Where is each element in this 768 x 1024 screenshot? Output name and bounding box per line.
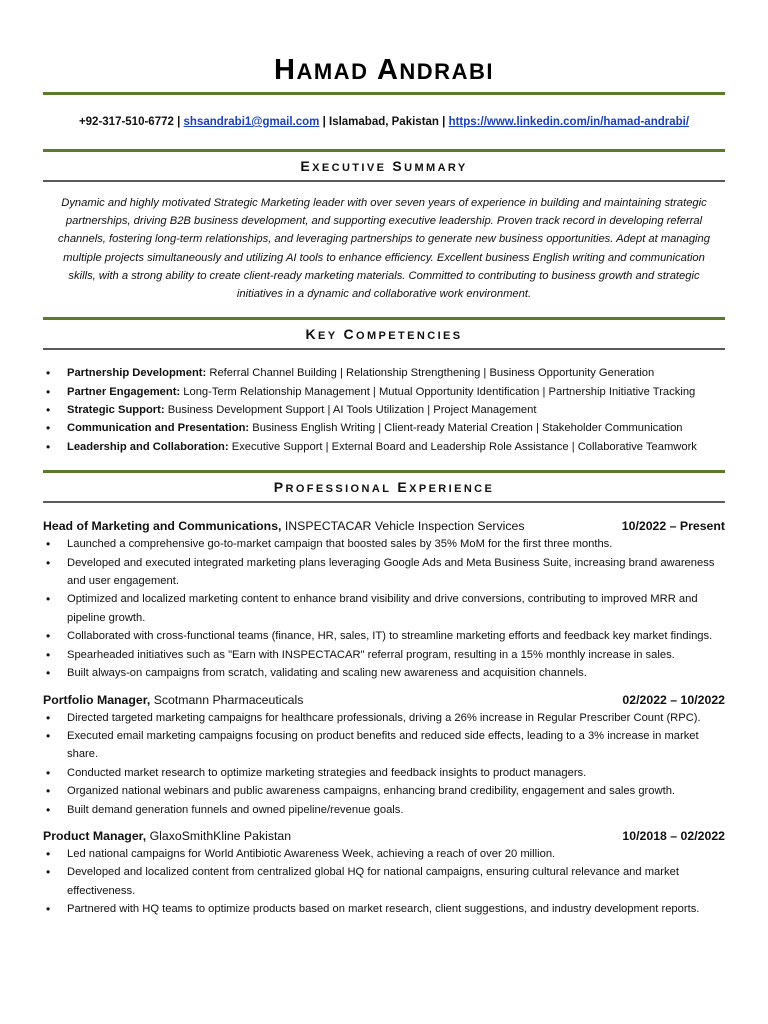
job-dates: 02/2022 – 10/2022 <box>622 692 725 707</box>
competency-text: Executive Support | External Board and Leadership Role Assistance | Collaborative Teamwork <box>228 440 697 453</box>
name-first-initial: H <box>274 54 297 86</box>
job-header <box>43 691 725 709</box>
list-item <box>43 419 725 437</box>
list-item: • Developed and executed integrated marketing plans leveraging Google Ads and Meta Business Suite, increasing brand awareness and user engagement. <box>43 554 725 591</box>
list-item <box>43 364 725 382</box>
job-dates: 10/2022 – Present <box>621 519 725 534</box>
title-rest: XPERIENCE <box>409 483 495 496</box>
job-role: Portfolio Manager, <box>43 692 151 707</box>
separator: | <box>442 116 446 128</box>
job-company: INSPECTACAR Vehicle Inspection Services <box>281 519 525 534</box>
title-initial: C <box>343 326 357 343</box>
phone-number: +92-317-510-6772 <box>78 116 174 128</box>
section-title-experience <box>43 473 725 501</box>
list-item: • Optimized and localized marketing content to enhance brand visibility and drive conversions, contributing to improved MRR and pipeline growth. <box>43 590 725 627</box>
divider-grey <box>43 501 725 503</box>
list-item: • Launched a comprehensive go-to-market campaign that boosted sales by 35% MoM for the first three months. <box>43 535 725 553</box>
separator: | <box>322 116 326 128</box>
title-rest: UMMARY <box>404 162 468 174</box>
competency-text: Long-Term Relationship Management | Mutual Opportunity Identification | Partnership Initiative Tracking <box>180 385 696 398</box>
job-title-line <box>43 517 525 535</box>
competency-label: Strategic Support: <box>67 404 165 417</box>
competency-label: Communication and Presentation: <box>67 422 250 435</box>
job-title-line <box>43 691 303 709</box>
title-initial: K <box>305 326 319 343</box>
name-first-rest: AMAD <box>296 59 369 84</box>
separator: | <box>177 116 181 128</box>
list-item: • Organized national webinars and public awareness campaigns, enhancing brand credibility, engagement and sales growth. <box>43 782 725 800</box>
job-title-line <box>43 827 291 845</box>
job-company: GlaxoSmithKline Pakistan <box>146 828 292 843</box>
executive-summary-text: Dynamic and highly motivated Strategic Marketing leader with over seven years of experience in building and maintaining strategic partnerships, driving B2B business development, and supporting executive leadership. Proven track record in developing referral channels, fostering long-term relationships, and leveraging partnerships to generate new business opportunities. Adept at managing multiple projects simultaneously and utilizing AI tools to enhance efficiency. Excellent business English writing and communication skills, with a strong ability to create client-ready marketing materials. Committed to contributing to business growth and strategic initiatives in a dynamic and collaborative work environment. <box>58 197 710 301</box>
job-entry <box>43 517 725 682</box>
list-item: • Developed and localized content from centralized global HQ for national campaigns, ensuring cultural relevance and market effectiveness. <box>43 863 725 900</box>
list-item <box>43 383 725 401</box>
job-header <box>43 517 725 535</box>
list-item: • Directed targeted marketing campaigns for healthcare professionals, driving a 26% increase in Regular Prescriber Count (RPC). <box>43 709 725 727</box>
list-item: • Built always-on campaigns from scratch, validating and scaling new awareness and acquisition channels. <box>43 664 725 682</box>
linkedin-link[interactable]: https://www.linkedin.com/in/hamad-andrabi/ <box>448 116 690 128</box>
candidate-name <box>43 52 725 92</box>
title-rest: EY <box>318 330 338 343</box>
title-initial: S <box>392 158 405 174</box>
title-initial: E <box>300 158 313 174</box>
job-role: Head of Marketing and Communications, <box>43 519 282 534</box>
list-item: • Spearheaded initiatives such as "Earn with INSPECTACAR" referral program, resulting in a 15% monthly increase in sales. <box>43 646 725 664</box>
section-title-competencies <box>43 320 725 348</box>
competencies-list <box>43 350 725 470</box>
list-item: • Conducted market research to optimize marketing strategies and feedback insights to product managers. <box>43 764 725 782</box>
list-item: • Led national campaigns for World Antibiotic Awareness Week, achieving a reach of over 20 million. <box>43 845 725 863</box>
competency-label: Partnership Development: <box>67 367 207 380</box>
job-entry <box>43 691 725 819</box>
title-initial: E <box>397 479 410 496</box>
competency-label: Partner Engagement: <box>67 385 181 398</box>
title-rest: XECUTIVE <box>312 162 387 174</box>
job-role: Product Manager, <box>43 828 147 843</box>
job-bullets <box>43 709 725 819</box>
title-initial: P <box>273 479 286 496</box>
list-item: • Partnered with HQ teams to optimize products based on market research, client suggestions, and industry development reports. <box>43 900 725 918</box>
name-last-initial: A <box>376 54 400 86</box>
email-link[interactable]: shsandrabi1@gmail.com <box>183 116 320 128</box>
list-item: • Executed email marketing campaigns focusing on product benefits and reduced side effects, leading to a 3% increase in market share. <box>43 727 725 764</box>
list-item: • Collaborated with cross-functional teams (finance, HR, sales, IT) to streamline marketing efforts and feedback key market findings. <box>43 627 725 645</box>
job-header <box>43 827 725 845</box>
title-rest: OMPETENCIES <box>356 330 463 343</box>
name-last-rest: NDRABI <box>399 59 494 84</box>
title-rest: ROFESSIONAL <box>285 483 392 496</box>
job-company: Scotmann Pharmaceuticals <box>150 692 304 707</box>
contact-line <box>43 95 725 149</box>
job-bullets <box>43 535 725 682</box>
job-entry <box>43 827 725 919</box>
competency-text: Business English Writing | Client-ready Material Creation | Stakeholder Communication <box>249 422 683 435</box>
competency-text: Business Development Support | AI Tools Utilization | Project Management <box>164 404 537 417</box>
resume-page <box>43 0 725 927</box>
list-item: • Built demand generation funnels and owned pipeline/revenue goals. <box>43 801 725 819</box>
competency-text: Referral Channel Building | Relationship Strengthening | Business Opportunity Generation <box>206 367 655 380</box>
competency-label: Leadership and Collaboration: <box>67 440 229 453</box>
job-bullets <box>43 845 725 919</box>
list-item <box>43 401 725 419</box>
list-item <box>43 438 725 456</box>
job-dates: 10/2018 – 02/2022 <box>622 828 725 843</box>
section-title-summary <box>43 152 725 180</box>
location: Islamabad, Pakistan <box>329 116 439 128</box>
